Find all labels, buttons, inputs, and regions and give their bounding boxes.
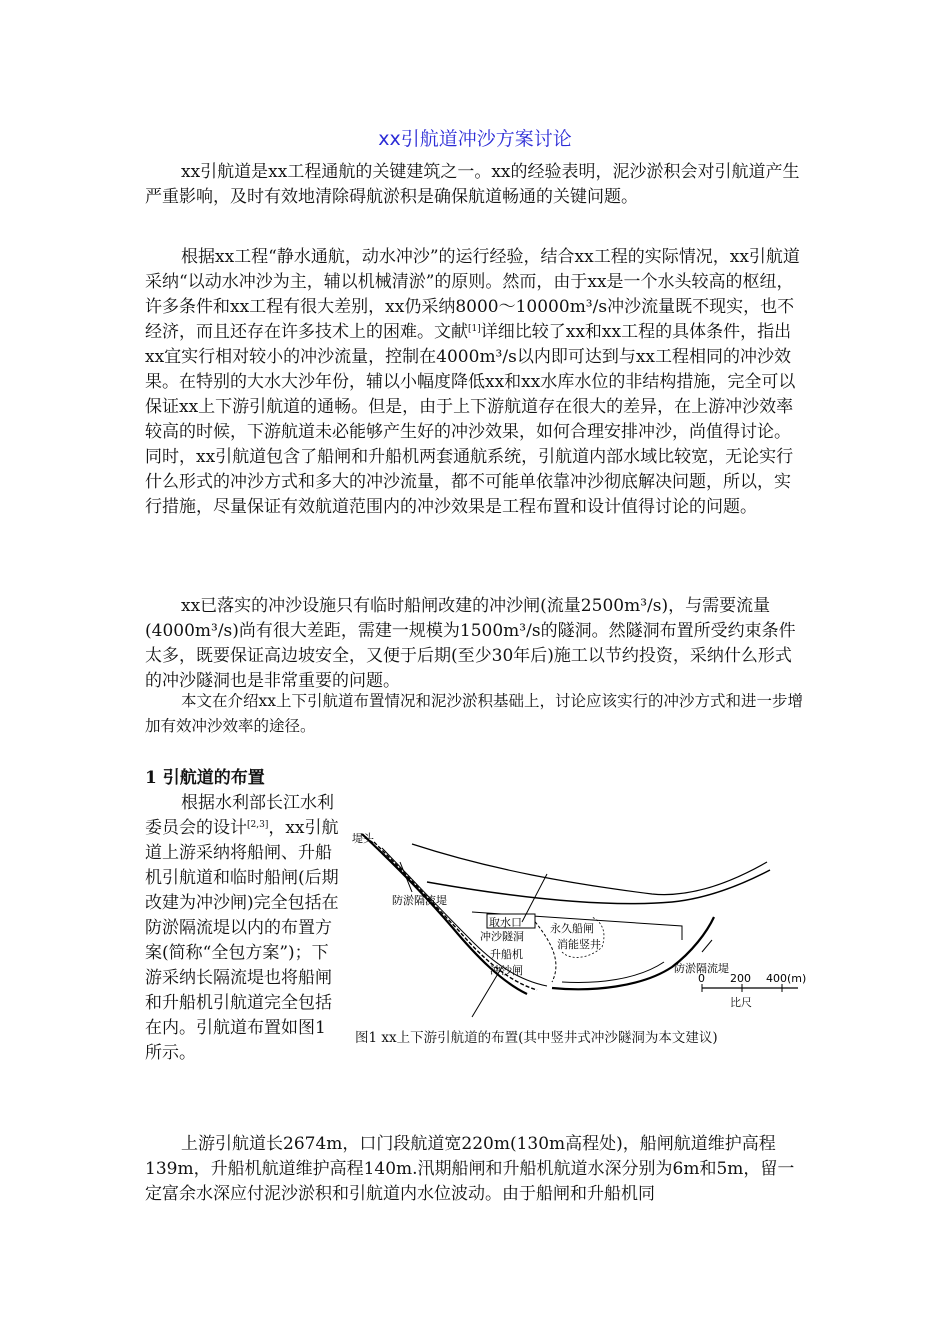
paragraph-background-part1: 根据xx工程“静水通航，动水冲沙”的运行经验，结合xx工程的实际情况，xx引航道采纳“以动水冲沙为主，辅以机械清淤”的原则。然而，由于xx是一个水头较高的枢纽，许多条件和xx工程有很大差别，xx仍采纳8000～10000m³/s冲沙流量既不现实，也不经济，而且还存在许多技术上的困难。文献	[145, 247, 800, 342]
figure-1-layout-diagram	[352, 822, 812, 1022]
scale-label-400: 400(m)	[766, 972, 807, 985]
scale-label-0: 0	[698, 972, 705, 985]
paragraph-background	[145, 245, 805, 520]
section1-text-b: ，xx引航道上游采纳将船闸、升船机引航道和临时船闸(后期改建为冲沙闸)完全包括在防淤隔流堤以内的布置方案(简称“全包方案”)；下游采纳长隔流堤也将船闸和升船机引航道完全包括在内。引航道布置如图1所示。	[145, 818, 339, 1063]
scale-label-200: 200	[730, 972, 751, 985]
section-heading-1: 1 引航道的布置	[145, 768, 265, 788]
label-flush-gate: 冲沙闸	[490, 964, 523, 977]
scale-word: 比尺	[730, 996, 752, 1009]
paragraph-intro: xx引航道是xx工程通航的关键建筑之一。xx的经验表明，泥沙淤积会对引航道产生严重影响，及时有效地清除碍航淤积是确保航道畅通的关键问题。	[145, 162, 800, 207]
top-bank-line	[412, 844, 767, 895]
figure-1-caption: 图1 xx上下游引航道的布置(其中竖井式冲沙隧洞为本文建议)	[355, 1030, 718, 1046]
label-dike-head: 堤头	[352, 832, 374, 845]
section1-paragraph	[145, 791, 341, 1066]
label-right-dike: 防淤隔流堤	[674, 962, 729, 975]
label-ship-lock: 永久船闸	[550, 922, 594, 935]
document-title: xx引航道冲沙方案讨论	[378, 128, 572, 150]
label-flush-tunnel: 冲沙隧洞	[480, 930, 524, 943]
label-ship-lift: 升船机	[490, 948, 523, 961]
right-dike-pointer	[702, 940, 712, 952]
paragraph-facilities: xx已落实的冲沙设施只有临时船闸改建的冲沙闸(流量2500m³/s)，与需要流量(4000m³/s)尚有很大差距，需建一规模为1500m³/s的隧洞。然隧洞布置所受约束条件太多，既要保证高边坡安全，又便于后期(至少30年后)施工以节约投资，采纳什么形式的冲沙隧洞也是非常重要的问题。	[145, 596, 796, 691]
paragraph-background-part2: 详细比较了xx和xx工程的具体条件，指出xx宜实行相对较小的冲沙流量，控制在4000m³/s以内即可达到与xx工程相同的冲沙效果。在特别的大水大沙年份，辅以小幅度降低xx和xx水库水位的非结构措施，完全可以保证xx上下游引航道的通畅。但是，由于上下游航道存在很大的差异，在上游冲沙效率较高的时候，下游航道未必能够产生好的冲沙效果，如何合理安排冲沙，尚值得讨论。同时，xx引航道包含了船闸和升船机两套通航系统，引航道内部水域比较宽，无论实行什么形式的冲沙方式和多大的冲沙流量，都不可能单依靠冲沙彻底解决问题，所以，实行措施，尽量保证有效航道范围内的冲沙效果是工程布置和设计值得讨论的问题。	[145, 322, 796, 517]
section1-text-a: 根据水利部长江水利委员会的设计	[145, 793, 334, 838]
paragraph-upstream-channel: 上游引航道长2674m，口门段航道宽220m(130m高程处)，船闸航道维护高程139m，升船机航道维护高程140m.汛期船闸和升船机航道水深分别为6m和5m，留一定富余水深应付泥沙淤积和引航道内水位波动。由于船闸和升船机同	[145, 1134, 795, 1204]
paragraph-scope: 本文在介绍xx上下引航道布置情况和泥沙淤积基础上，讨论应该实行的冲沙方式和进一步增加有效冲沙效率的途径。	[145, 692, 803, 735]
reference-marker-2-3: [2,3]	[247, 820, 269, 830]
reference-marker-1: [1]	[468, 324, 481, 334]
scale-bar	[698, 972, 806, 1009]
label-intake: 取水口	[489, 916, 522, 929]
label-energy-shaft: 消能竖井	[557, 938, 601, 951]
label-left-dike: 防淤隔流堤	[392, 894, 447, 907]
